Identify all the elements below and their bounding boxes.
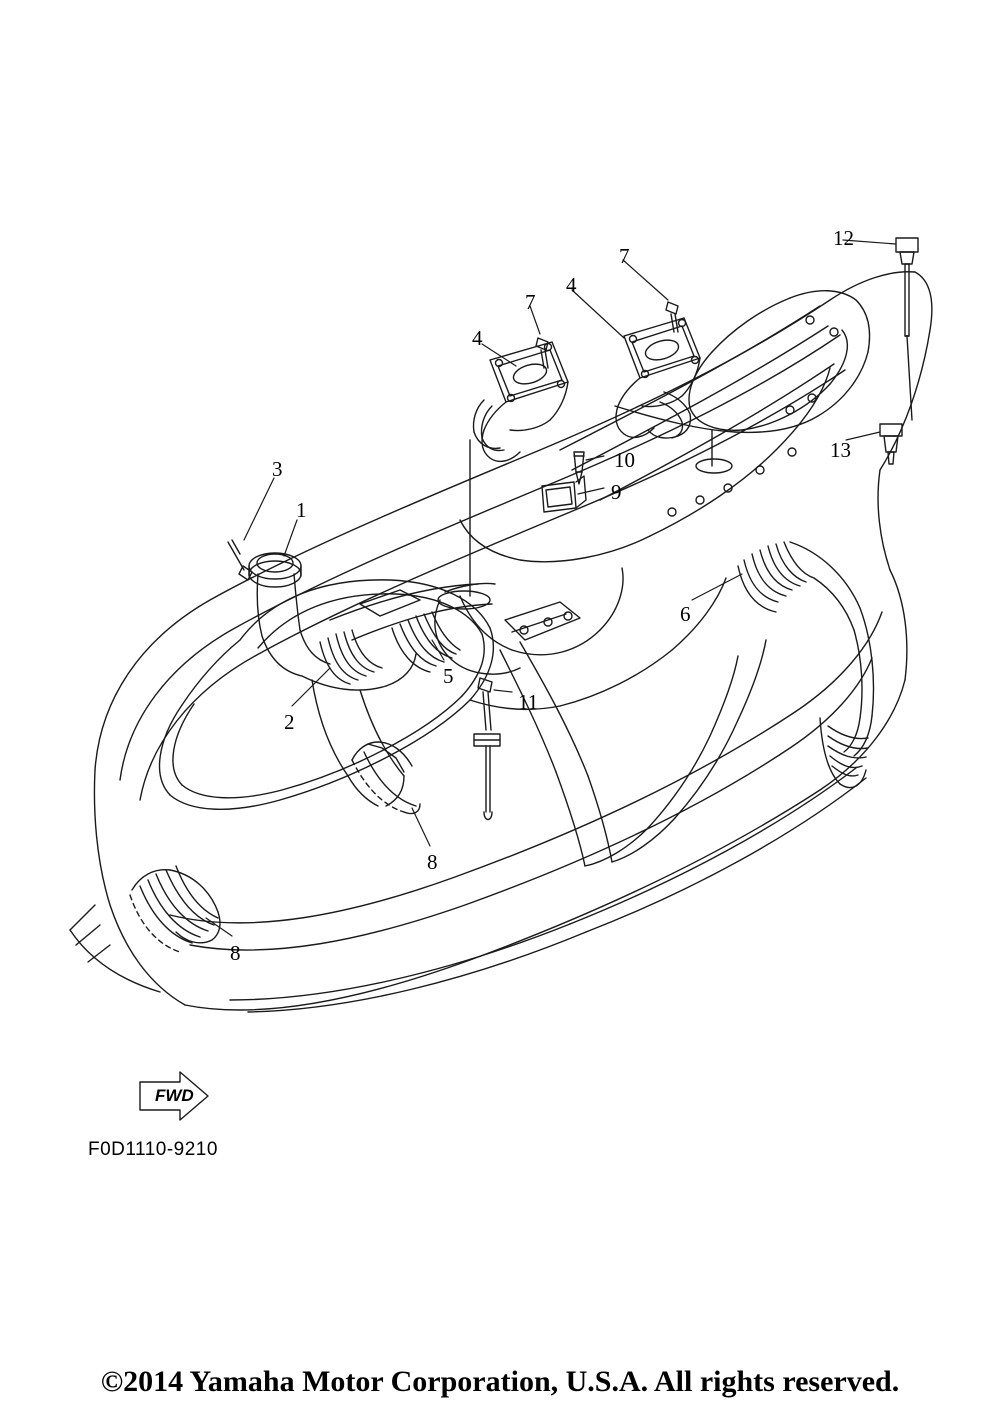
part-4-duct-right xyxy=(616,318,700,438)
diagram-part-number: F0D1110-9210 xyxy=(88,1139,218,1160)
callout-11: 11 xyxy=(518,690,539,714)
fwd-direction-label: FWD xyxy=(155,1086,194,1105)
engine-bay-opening xyxy=(160,580,494,809)
part-6-hose xyxy=(738,542,874,788)
hull-ridges xyxy=(230,768,866,1012)
part-8-clamp-upper xyxy=(352,742,420,814)
part-8-clamp-lower xyxy=(130,866,220,952)
callout-12: 12 xyxy=(833,226,854,250)
callout-10: 10 xyxy=(614,448,635,472)
part-13-grommet xyxy=(880,424,902,464)
callout-3: 3 xyxy=(272,457,283,481)
callout-2: 2 xyxy=(284,710,295,734)
hull-outline xyxy=(70,272,932,1010)
callout-6: 6 xyxy=(680,602,691,626)
deck-structure xyxy=(330,568,766,866)
callout-5: 5 xyxy=(443,664,454,688)
callout-4-left: 4 xyxy=(472,326,483,350)
callout-7-left: 7 xyxy=(525,290,536,314)
callout-8-lower: 8 xyxy=(230,941,241,965)
callout-9: 9 xyxy=(611,480,622,504)
callout-7-right: 7 xyxy=(619,244,630,268)
part-7-bolt-left xyxy=(536,338,548,368)
callout-1: 1 xyxy=(296,498,307,522)
callout-8-upper: 8 xyxy=(427,850,438,874)
callout-13: 13 xyxy=(830,438,851,462)
part-1-filler-neck xyxy=(249,553,301,636)
copyright-notice: ©2014 Yamaha Motor Corporation, U.S.A. All rights reserved. xyxy=(100,1365,900,1398)
part-11-clip xyxy=(474,678,500,820)
callout-4-right: 4 xyxy=(566,273,577,297)
